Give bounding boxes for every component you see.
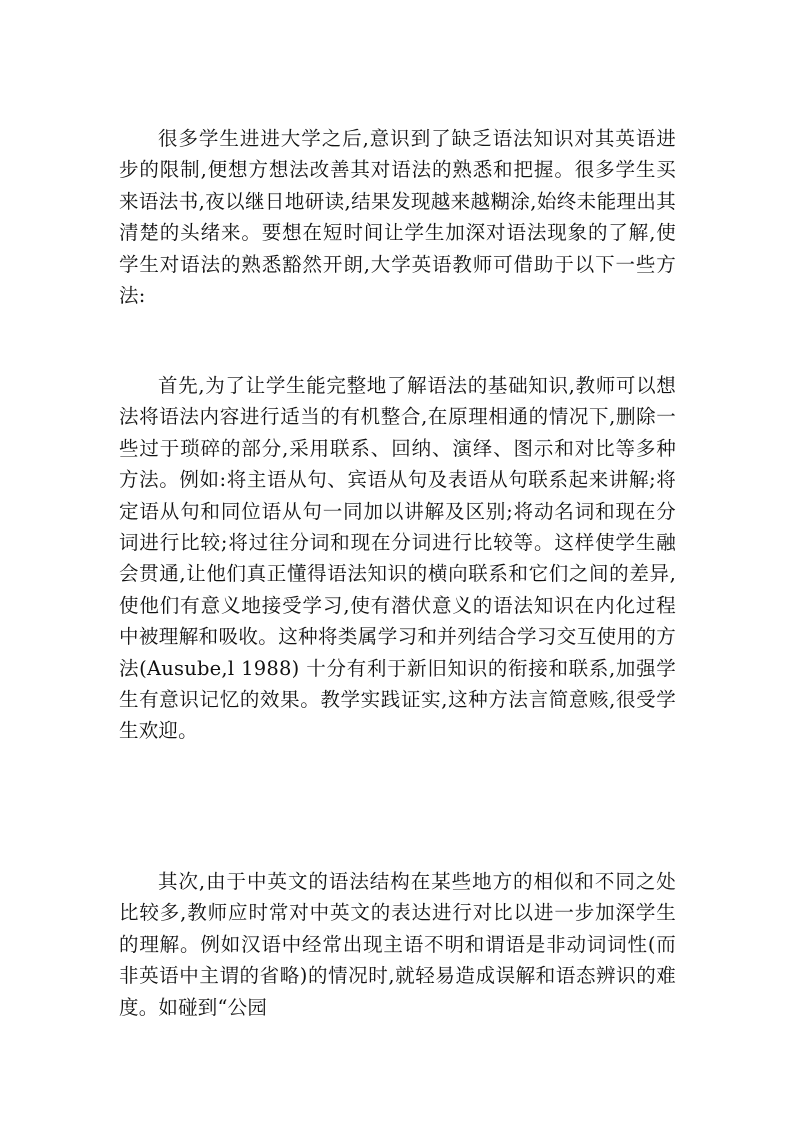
paragraph-first-method: 首先,为了让学生能完整地了解语法的基础知识,教师可以想法将语法内容进行适当的有机整合,在原理相通的情况下,删除一些过于琐碎的部分,采用联系、回纳、演绎、图示和对比等多种方法。例如:将主语从句、宾语从句及表语从句联系起来讲解;将定语从句和同位语从句一同加以讲解及区别;将动名词和现在分词进行比较;将过往分词和现在分词进行比较等。这样使学生融会贯通,让他们真正懂得语法知识的横向联系和它们之间的差异,使他们有意义地接受学习,使有潜伏意义的语法知识在内化过程中被理解和吸收。这种将类属学习和并列结合学习交互使用的方法(Ausube,l 1988) 十分有利于新旧知识的衔接和联系,加强学生有意识记忆的效果。教学实践证实,这种方法言简意赅,很受学生欢迎。 — [119, 374, 676, 743]
paragraph-grammar-problem: 很多学生进进大学之后,意识到了缺乏语法知识对其英语进步的限制,便想方想法改善其对语法的熟悉和把握。很多学生买来语法书,夜以继日地研读,结果发现越来越糊涂,始终未能理出其清楚的头绪来。要想在短时间让学生加深对语法现象的了解,使学生对语法的熟悉豁然开朗,大学英语教师可借助于以下一些方法: — [119, 127, 676, 308]
paragraph-second-method: 其次,由于中英文的语法结构在某些地方的相似和不同之处比较多,教师应时常对中英文的表达进行对比以进一步加深学生的理解。例如汉语中经常出现主语不明和谓语是非动词词性(而非英语中主谓的省略)的情况时,就轻易造成误解和语态辨识的难度。如碰到“公园 — [119, 870, 676, 1019]
